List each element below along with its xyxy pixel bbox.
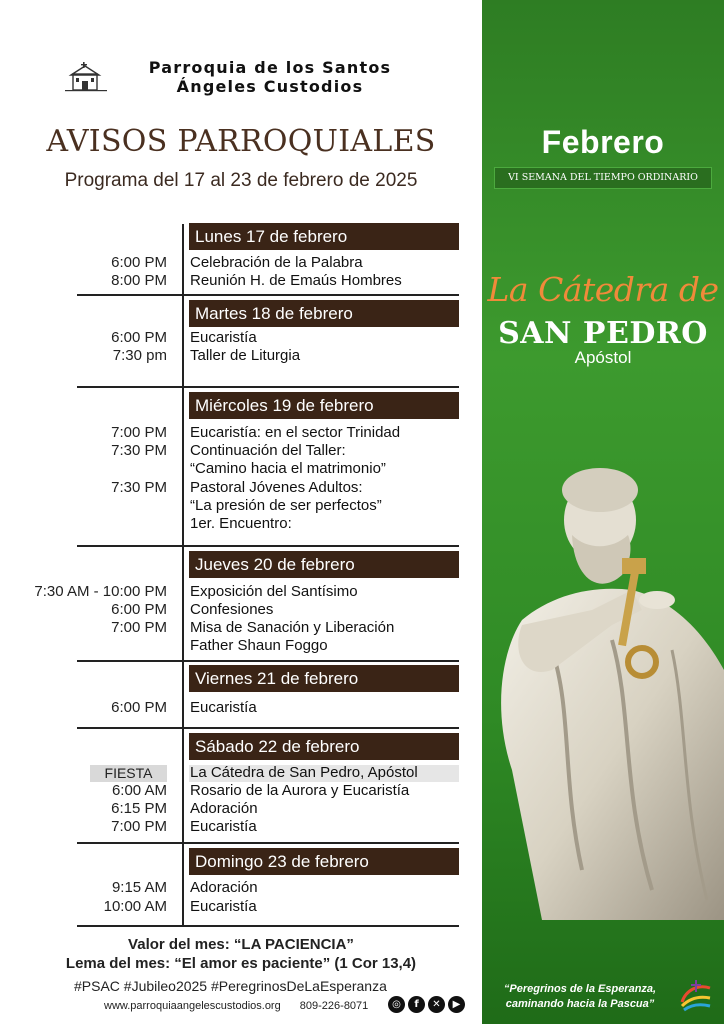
page-subtitle: Programa del 17 al 23 de febrero de 2025 — [64, 170, 418, 191]
event-sabado-2: Rosario de la Aurora y Eucaristía — [190, 782, 410, 799]
event-lunes-1: Celebración de la Palabra — [190, 254, 363, 271]
day-divider — [77, 545, 459, 547]
event-miercoles-6: 1er. Encuentro: — [190, 515, 292, 532]
event-miercoles-1: Eucaristía: en el sector Trinidad — [190, 424, 401, 441]
event-jueves-3: Misa de Sanación y Liberación — [190, 619, 395, 636]
x-icon[interactable]: ✕ — [428, 996, 445, 1013]
day-divider — [77, 294, 459, 296]
event-jueves-1: Exposición del Santísimo — [190, 583, 358, 600]
parish-logo — [55, 62, 117, 104]
day-divider — [77, 842, 459, 844]
value-of-month: Valor del mes: “LA PACIENCIA” — [128, 936, 354, 953]
feast-title-main: SAN PEDRO — [498, 316, 708, 351]
page-title: AVISOS PARROQUIALES — [46, 124, 436, 159]
time-martes-1: 6:00 PM — [111, 329, 167, 346]
contact-line — [104, 1000, 368, 1012]
hashtags: #PSAC #Jubileo2025 #PeregrinosDeLaEsperanza — [74, 978, 387, 994]
day-header-martes: Martes 18 de febrero — [189, 300, 459, 327]
day-divider — [77, 925, 459, 927]
event-viernes-1: Eucaristía — [190, 699, 257, 716]
event-jueves-2: Confesiones — [190, 601, 274, 618]
day-header-sabado: Sábado 22 de febrero — [189, 733, 459, 760]
event-martes-2: Taller de Liturgia — [190, 347, 301, 364]
motto-of-month: Lema del mes: “El amor es paciente” (1 Cor 13,4) — [65, 955, 417, 972]
time-lunes-2: 8:00 PM — [111, 272, 167, 289]
time-sabado-2: 6:15 PM — [111, 800, 167, 817]
event-miercoles-3: “Camino hacia el matrimonio” — [190, 460, 386, 477]
feast-subtitle: Apóstol — [574, 348, 632, 367]
bottom-motto-line1: “Peregrinos de la Esperanza, — [503, 983, 657, 995]
time-domingo-2: 10:00 AM — [103, 898, 167, 915]
youtube-icon[interactable]: ▶ — [448, 996, 465, 1013]
event-domingo-2: Eucaristía — [190, 898, 257, 915]
time-miercoles-1: 7:00 PM — [111, 424, 167, 441]
parish-name-line2: Ángeles Custodios — [176, 77, 364, 96]
day-divider — [77, 727, 459, 729]
phone-number: 809-226-8071 — [299, 1000, 369, 1012]
time-sabado-3: 7:00 PM — [111, 818, 167, 835]
time-jueves-2: 6:00 PM — [111, 601, 167, 618]
feast-title-script: La Cátedra de — [487, 270, 719, 309]
parish-name — [120, 58, 420, 96]
saint-peter-statue-image — [482, 450, 724, 930]
time-viernes-1: 6:00 PM — [111, 699, 167, 716]
website-link[interactable]: www.parroquiaangelescustodios.org — [104, 1000, 281, 1012]
side-panel — [482, 0, 724, 1024]
parish-name-line1: Parroquia de los Santos — [148, 58, 392, 77]
day-header-jueves: Jueves 20 de febrero — [189, 551, 459, 578]
time-martes-2: 7:30 pm — [112, 347, 167, 364]
event-miercoles-5: “La presión de ser perfectos” — [190, 497, 382, 514]
day-header-domingo: Domingo 23 de febrero — [189, 848, 459, 875]
time-lunes-1: 6:00 PM — [111, 254, 167, 271]
instagram-icon[interactable]: ◎ — [388, 996, 405, 1013]
bottom-motto — [490, 982, 670, 1012]
time-miercoles-2: 7:30 PM — [111, 442, 167, 459]
event-sabado-3: Adoración — [190, 800, 258, 817]
time-domingo-1: 9:15 AM — [111, 879, 167, 896]
event-miercoles-2: Continuación del Taller: — [190, 442, 346, 459]
bottom-motto-line2: caminando hacia la Pascua” — [505, 998, 655, 1010]
time-miercoles-3: 7:30 PM — [111, 479, 167, 496]
time-sabado-1: 6:00 AM — [111, 782, 167, 799]
month-label: Febrero — [541, 124, 665, 160]
schedule-vertical-divider — [182, 224, 184, 926]
day-header-viernes: Viernes 21 de febrero — [189, 665, 459, 692]
day-divider — [77, 386, 459, 388]
event-domingo-1: Adoración — [190, 879, 258, 896]
jubilee-logo — [676, 976, 716, 1016]
liturgical-week-box — [494, 167, 712, 189]
event-jueves-4: Father Shaun Foggo — [190, 637, 328, 654]
day-divider — [77, 660, 459, 662]
day-header-lunes: Lunes 17 de febrero — [189, 223, 459, 250]
event-miercoles-4: Pastoral Jóvenes Adultos: — [190, 479, 363, 496]
event-sabado-4: Eucaristía — [190, 818, 257, 835]
event-lunes-2: Reunión H. de Emaús Hombres — [190, 272, 402, 289]
fiesta-tag: FIESTA — [90, 765, 167, 782]
event-sabado-1: La Cátedra de San Pedro, Apóstol — [190, 764, 418, 781]
facebook-icon[interactable]: f — [408, 996, 425, 1013]
time-jueves-3: 7:00 PM — [111, 619, 167, 636]
event-martes-1: Eucaristía — [190, 329, 257, 346]
liturgical-week: VI SEMANA DEL TIEMPO ORDINARIO — [508, 172, 698, 183]
day-header-miercoles: Miércoles 19 de febrero — [189, 392, 459, 419]
social-icons — [388, 996, 465, 1013]
time-jueves-1: 7:30 AM - 10:00 PM — [34, 583, 167, 600]
